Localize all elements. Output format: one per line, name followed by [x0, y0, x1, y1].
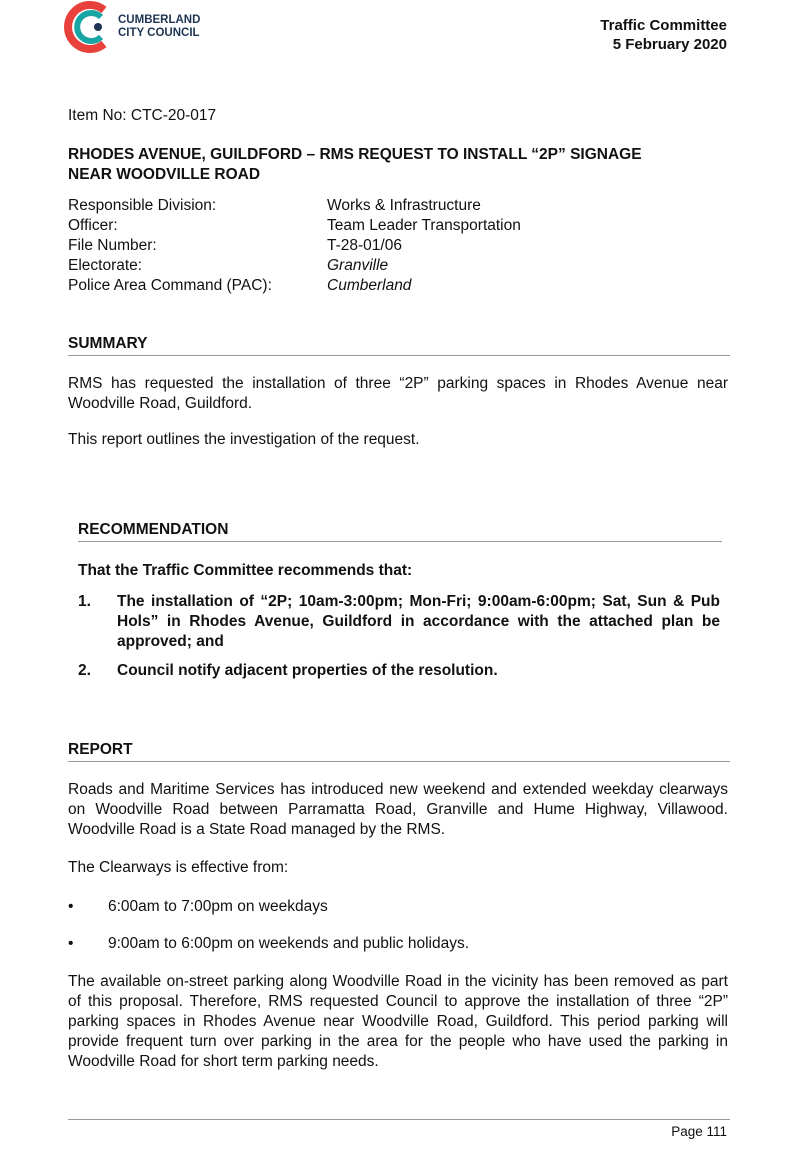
- logo-line1: CUMBERLAND: [118, 14, 201, 26]
- meta-value: Cumberland: [327, 277, 412, 294]
- report-rule: [68, 761, 730, 762]
- report-title-line2: NEAR WOODVILLE ROAD: [68, 166, 261, 183]
- report-paragraph-3: The available on-street parking along Woodville Road in the vicinity has been removed as part of this proposal. Therefore, RMS requested Council to approve the installation of three “2P” parking spaces in Rhodes Avenue near Woodville Road, Guildford. This period parking will provide frequent turn over parking in the area for the people who have used the parking in Woodville Road for short term parking needs.: [68, 973, 728, 1070]
- meta-value: Team Leader Transportation: [327, 217, 521, 234]
- meta-label: Responsible Division:: [68, 197, 217, 214]
- recommendation-rule: [78, 541, 722, 542]
- recommendation-item: The installation of “2P; 10am-3:00pm; Mon-Fri; 9:00am-6:00pm; Sat, Sun & Pub Hols” in Rhodes Avenue, Guildford in accordance with the attached plan be approved; and: [117, 593, 720, 650]
- footer-rule: [68, 1119, 730, 1120]
- recommendation-number: 1.: [78, 593, 91, 610]
- header-committee: Traffic Committee: [600, 17, 727, 34]
- bullet-mark: •: [68, 898, 74, 915]
- meta-label: Electorate:: [68, 257, 143, 274]
- council-logo: [58, 0, 218, 58]
- item-number: Item No: CTC-20-017: [68, 107, 217, 124]
- page-number: Page 111: [671, 1124, 727, 1139]
- logo-line2: CITY COUNCIL: [118, 27, 200, 39]
- summary-paragraph-1: RMS has requested the installation of three “2P” parking spaces in Rhodes Avenue near Woodville Road, Guildford.: [68, 375, 728, 412]
- report-paragraph-1: Roads and Maritime Services has introduced new weekend and extended weekday clearways on Woodville Road between Parramatta Road, Granville and Hume Highway, Villawood. Woodville Road is a State Road managed by the RMS.: [68, 781, 728, 838]
- bullet-mark: •: [68, 935, 74, 952]
- meta-value: Granville: [327, 257, 389, 274]
- meta-label: File Number:: [68, 237, 157, 254]
- meta-value: T-28-01/06: [327, 237, 402, 254]
- recommendation-number: 2.: [78, 662, 91, 679]
- report-heading: REPORT: [68, 741, 133, 758]
- meta-value: Works & Infrastructure: [327, 197, 481, 214]
- report-paragraph-2: The Clearways is effective from:: [68, 859, 289, 876]
- bullet-item: 9:00am to 6:00pm on weekends and public holidays.: [108, 935, 470, 952]
- report-title-line1: RHODES AVENUE, GUILDFORD – RMS REQUEST TO INSTALL “2P” SIGNAGE: [68, 146, 642, 163]
- recommendation-heading: RECOMMENDATION: [78, 521, 229, 538]
- meta-label: Police Area Command (PAC):: [68, 277, 272, 294]
- recommendation-item: Council notify adjacent properties of the resolution.: [117, 662, 498, 679]
- summary-paragraph-2: This report outlines the investigation of the request.: [68, 431, 420, 448]
- header-date: 5 February 2020: [612, 36, 727, 53]
- summary-rule: [68, 355, 730, 356]
- meta-label: Officer:: [68, 217, 118, 234]
- recommendation-intro: That the Traffic Committee recommends that:: [78, 562, 413, 579]
- summary-heading: SUMMARY: [68, 335, 148, 352]
- bullet-item: 6:00am to 7:00pm on weekdays: [108, 898, 328, 915]
- council-logo-mark: [58, 0, 218, 58]
